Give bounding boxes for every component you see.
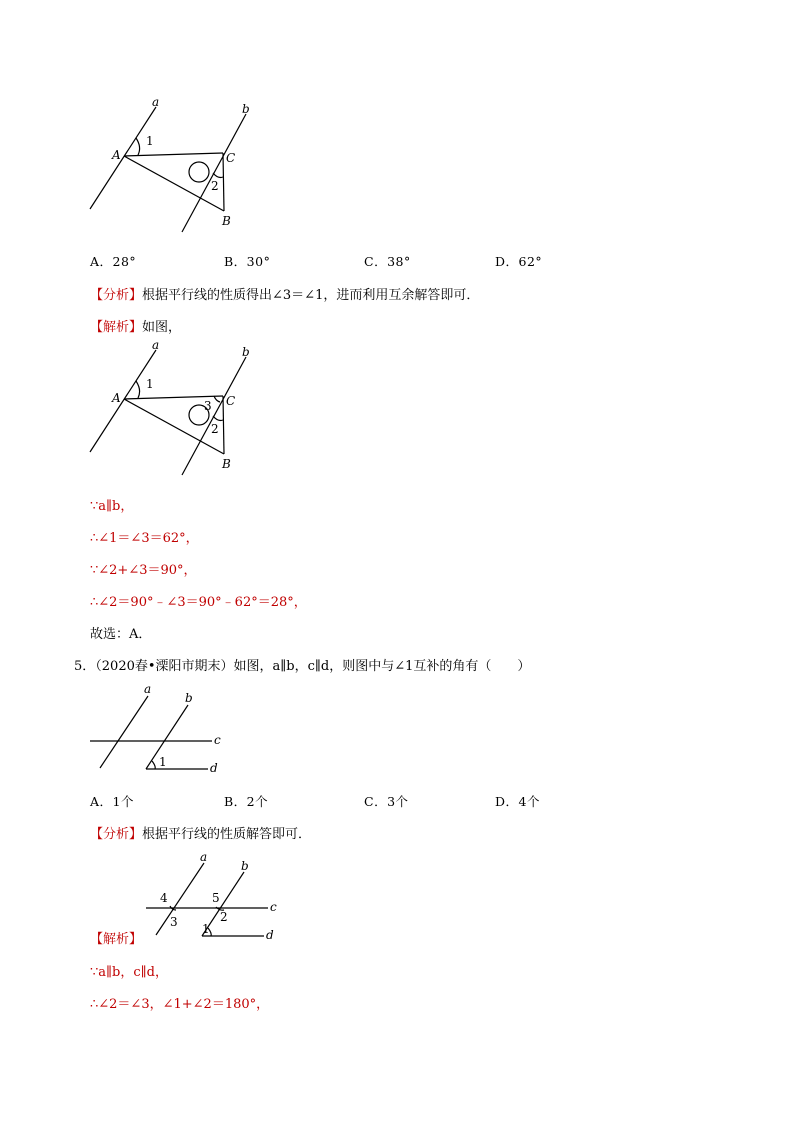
q4-step-3: ∵∠2+∠3＝90°， <box>90 563 197 578</box>
fig1-label-B: B <box>222 214 231 228</box>
q5-figure-2 <box>140 850 290 945</box>
analysis-text: 根据平行线的性质得出∠3＝∠1，进而利用互余解答即可． <box>142 288 480 303</box>
fig2-label-a: a <box>152 338 160 352</box>
q5-option-c: C．3个 <box>364 794 409 809</box>
fig2-label-C: C <box>226 394 236 408</box>
q4-step-1: ∵a∥b， <box>90 499 134 514</box>
q5-fig2-label-5: 5 <box>212 891 220 905</box>
q5-option-d: D．4个 <box>495 794 540 809</box>
q5-fig1-label-1: 1 <box>159 755 167 769</box>
q4-figure-1 <box>80 95 280 240</box>
fig2-label-3: 3 <box>204 399 212 413</box>
q4-analysis <box>90 284 479 303</box>
fig2-label-2: 2 <box>211 422 219 436</box>
q5-step-2: ∴∠2＝∠3，∠1+∠2＝180°， <box>90 997 270 1012</box>
q4-option-a: A．28° <box>90 254 137 269</box>
fig1-label-C: C <box>226 151 236 165</box>
q5-fig2-label-c: c <box>270 900 277 914</box>
q4-figure-2 <box>80 338 280 483</box>
solution-tag: 【解析】 <box>90 320 143 335</box>
q5-fig2-label-b: b <box>241 859 249 873</box>
q4-step-2: ∴∠1＝∠3＝62°， <box>90 531 199 546</box>
q5-question: 5．（2020春•溧阳市期末）如图，a∥b，c∥d，则图中与∠1互补的角有（ ） <box>74 659 531 674</box>
fig1-label-a: a <box>152 95 160 109</box>
q4-option-d: D．62° <box>495 254 543 269</box>
q5-analysis-text: 根据平行线的性质解答即可． <box>142 827 312 842</box>
q5-fig2-label-a: a <box>200 850 208 864</box>
q4-answer: 故选：A． <box>90 627 152 642</box>
q5-fig2-label-d: d <box>266 928 274 942</box>
q5-solution-tag: 【解析】 <box>90 932 143 947</box>
q5-fig2-label-4: 4 <box>160 891 168 905</box>
q4-option-c: C．38° <box>364 254 411 269</box>
fig2-label-A: A <box>112 391 121 405</box>
q4-option-b: B．30° <box>224 254 271 269</box>
q5-fig1-label-b: b <box>185 691 193 705</box>
solution-text: 如图， <box>142 320 182 335</box>
analysis-tag: 【分析】 <box>90 288 143 303</box>
q5-fig2-label-3: 3 <box>170 915 178 929</box>
q5-fig1-label-a: a <box>144 682 152 696</box>
q4-solution <box>90 316 181 335</box>
fig2-label-B: B <box>222 457 231 471</box>
q5-analysis-tag: 【分析】 <box>90 827 143 842</box>
q5-fig2-label-2: 2 <box>220 910 228 924</box>
fig1-label-A: A <box>112 148 121 162</box>
fig1-label-b: b <box>242 102 250 116</box>
q5-option-a: A．1个 <box>90 794 134 809</box>
q5-analysis <box>90 823 311 842</box>
fig2-label-1: 1 <box>146 377 154 391</box>
fig1-label-2: 2 <box>211 179 219 193</box>
q4-step-4: ∴∠2＝90°﹣∠3＝90°﹣62°＝28°， <box>90 595 307 610</box>
fig2-label-b: b <box>242 345 250 359</box>
q5-step-1: ∵a∥b，c∥d， <box>90 965 168 980</box>
q5-fig1-label-d: d <box>210 761 218 775</box>
q5-figure-1 <box>88 682 238 777</box>
q5-fig2-label-1: 1 <box>202 922 210 936</box>
fig1-label-1: 1 <box>146 134 154 148</box>
q5-option-b: B．2个 <box>224 794 269 809</box>
q5-fig1-label-c: c <box>214 733 221 747</box>
